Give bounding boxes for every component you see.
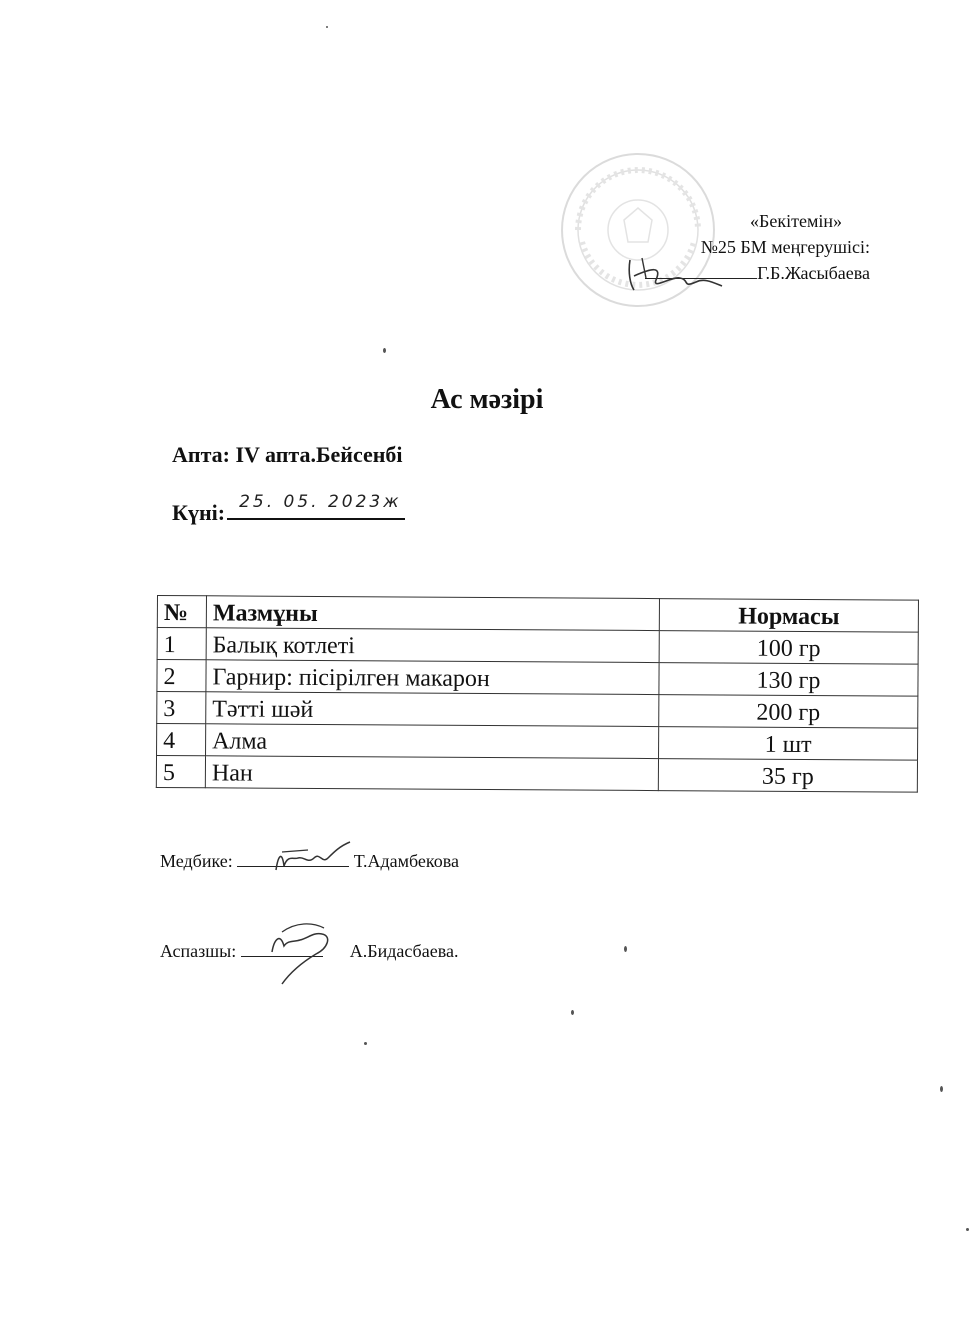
row-number: 1	[157, 628, 206, 660]
header-content: Мазмұны	[206, 596, 659, 631]
scan-speck	[364, 1042, 367, 1045]
row-norm: 200 гр	[659, 695, 918, 729]
menu-table	[156, 595, 919, 793]
date-label: Күні:	[172, 500, 226, 525]
cook-label: Аспазшы:	[160, 941, 237, 961]
date-value: 25. 05. 2023ж	[239, 492, 402, 512]
row-number: 2	[157, 660, 206, 692]
approval-signer: Г.Б.Жасыбаева	[757, 263, 870, 283]
page-title: Ас мәзірі	[430, 384, 544, 415]
header-number: №	[157, 596, 206, 628]
table-row	[157, 724, 918, 761]
approval-heading: «Бекітемін»	[750, 211, 842, 231]
table-row	[157, 660, 918, 697]
nurse-signature-icon	[268, 836, 358, 876]
scan-speck	[940, 1086, 943, 1092]
row-name: Балық котлеті	[206, 628, 659, 663]
table-row	[156, 756, 917, 793]
scan-speck	[571, 1010, 574, 1015]
row-norm: 130 гр	[659, 663, 918, 697]
week-line: Апта: IV апта.Бейсенбі	[172, 442, 403, 467]
date-line	[172, 492, 405, 526]
row-norm: 35 гр	[658, 759, 917, 793]
cook-signature-icon	[262, 918, 352, 990]
row-name: Алма	[206, 724, 659, 759]
scan-edge-mark	[930, 0, 974, 12]
date-field	[227, 492, 405, 520]
nurse-label: Медбике:	[160, 851, 233, 871]
row-name: Тәтті шәй	[206, 692, 659, 727]
approval-position: №25 БМ меңгерушісі:	[700, 237, 870, 257]
row-norm: 100 гр	[659, 631, 918, 665]
nurse-name: Т.Адамбекова	[353, 851, 459, 871]
header-norm: Нормасы	[659, 599, 918, 633]
table-row	[157, 692, 918, 729]
scan-speck	[966, 1228, 969, 1231]
head-signature-icon	[612, 248, 732, 298]
row-norm: 1 шт	[659, 727, 918, 761]
scan-speck	[624, 946, 627, 952]
scan-speck	[326, 26, 328, 28]
scan-speck	[383, 348, 386, 353]
row-name: Гарнир: пісірілген макарон	[206, 660, 659, 695]
row-number: 4	[157, 724, 206, 756]
table-header-row	[157, 596, 918, 633]
row-number: 5	[156, 756, 205, 788]
cook-name: А.Бидасбаева.	[349, 941, 459, 961]
table-row	[157, 628, 918, 665]
row-name: Нан	[205, 756, 658, 791]
row-number: 3	[157, 692, 206, 724]
